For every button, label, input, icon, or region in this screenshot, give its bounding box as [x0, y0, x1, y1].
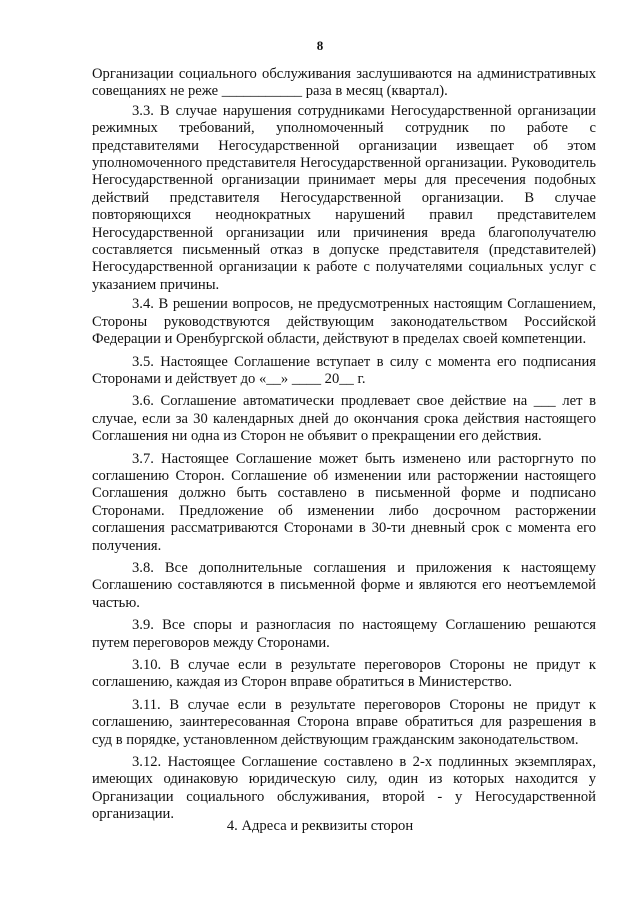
paragraph-3-3: 3.3. В случае нарушения сотрудниками Негосударственной организации режимных требований, уполномоченный сотрудник по работе с представителями Негосударственной организации извещает об этом уполномоченного представителя Негосударственной организации. Руководитель Негосударственной организации принимает меры для пресечения подобных действий представителя Негосударственной организации. В случае повторяющихся неоднократных нарушений правил представителем Негосударственной организации или причинения вреда благополучателю составляется письменный отказ в допуске представителя (представителей) Негосударственной организации к работе с получателями социальных услуг с указанием причины. [92, 102, 596, 293]
paragraph-3-5: 3.5. Настоящее Соглашение вступает в силу с момента его подписания Сторонами и действует до «__» ____ 20__ г. [92, 353, 596, 387]
paragraph-3-7: 3.7. Настоящее Соглашение может быть изменено или расторгнуто по соглашению Сторон. Соглашение об изменении или расторжении настоящего Соглашения должно быть составлено в письменной форме и подписано Сторонами. Предложение об изменении либо досрочном расторжении соглашения рассматриваются Сторонами в 30-ти дневный срок с момента его получения. [92, 450, 596, 554]
paragraph-3-4: 3.4. В решении вопросов, не предусмотренных настоящим Соглашением, Стороны руководствуются действующим законодательством Российской Федерации и Оренбургской области, действуют в пределах своей компетенции. [92, 296, 596, 348]
paragraph-3-8: 3.8. Все дополнительные соглашения и приложения к настоящему Соглашению составляются в письменной форме и являются его неотъемлемой частью. [92, 559, 596, 611]
section-heading: 4. Адреса и реквизиты сторон [226, 818, 414, 834]
paragraph-3-12: 3.12. Настоящее Соглашение составлено в 2-х подлинных экземплярах, имеющих одинаковую юридическую силу, один из которых находится у Организации социального обслуживания, второй - у Негосударственной организации. [92, 754, 596, 823]
paragraph-continuation: Организации социального обслуживания заслушиваются на административных совещаниях не реже ___________ раза в месяц (квартал). [92, 66, 596, 100]
page-number: 8 [316, 38, 324, 53]
paragraph-3-10: 3.10. В случае если в результате переговоров Стороны не придут к соглашению, каждая из Сторон вправе обратиться в Министерство. [92, 657, 596, 691]
document-body [92, 66, 596, 824]
paragraph-3-9: 3.9. Все споры и разногласия по настоящему Соглашению решаются путем переговоров между Сторонами. [92, 617, 596, 651]
paragraph-3-6: 3.6. Соглашение автоматически продлевает свое действие на ___ лет в случае, если за 30 календарных дней до окончания срока действия настоящего Соглашения ни одна из Сторон не объявит о прекращении его действия. [92, 393, 596, 445]
paragraph-3-11: 3.11. В случае если в результате переговоров Стороны не придут к соглашению, заинтересованная Сторона вправе обратиться для разрешения в суд в порядке, установленном действующим гражданским законодательством. [92, 696, 596, 748]
